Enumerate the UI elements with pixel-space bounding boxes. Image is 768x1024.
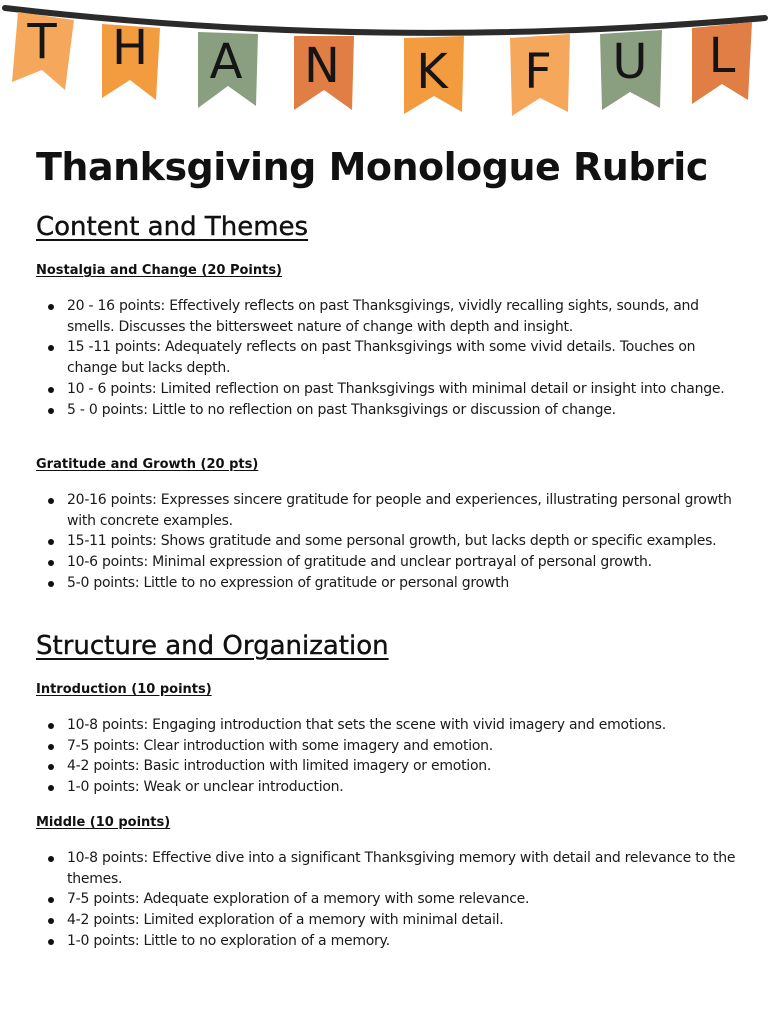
banner-letter: U	[612, 34, 648, 90]
criteria-item: 5-0 points: Little to no expression of gratitude or personal growth	[36, 573, 736, 594]
criteria-item: 7-5 points: Adequate exploration of a memory with some relevance.	[36, 889, 736, 910]
banner-flag-5	[404, 36, 464, 114]
criteria-list-gratitude	[36, 490, 736, 594]
banner-flag-6	[510, 34, 570, 116]
criteria-item: 4-2 points: Basic introduction with limited imagery or emotion.	[36, 756, 736, 777]
page-title: Thanksgiving Monologue Rubric	[36, 145, 708, 189]
banner-letter: A	[209, 34, 243, 90]
banner-letter: H	[111, 20, 149, 76]
banner-letter: N	[304, 38, 340, 94]
criteria-item: 10-8 points: Effective dive into a significant Thanksgiving memory with detail and relevance to the themes.	[36, 848, 736, 889]
thankful-banner	[0, 0, 768, 130]
banner-flag-1	[12, 12, 74, 90]
section-heading-content-and-themes: Content and Themes	[36, 212, 309, 242]
banner-letter: L	[708, 28, 736, 84]
banner-flag-2	[102, 20, 160, 100]
section-heading-structure-and-organization: Structure and Organization	[36, 631, 389, 661]
criteria-item: 15-11 points: Shows gratitude and some personal growth, but lacks depth or specific examples.	[36, 531, 736, 552]
banner-flag-4	[294, 36, 354, 110]
criteria-item: 15 -11 points: Adequately reflects on past Thanksgivings with some vivid details. Touches on change but lacks depth.	[36, 337, 736, 378]
criteria-item: 10 - 6 points: Limited reflection on past Thanksgivings with minimal detail or insight into change.	[36, 379, 736, 400]
banner-flag-3	[198, 32, 258, 108]
criteria-item: 20-16 points: Expresses sincere gratitude for people and experiences, illustrating personal growth with concrete examples.	[36, 490, 736, 531]
criteria-item: 10-6 points: Minimal expression of gratitude and unclear portrayal of personal growth.	[36, 552, 736, 573]
subheading-nostalgia-and-change: Nostalgia and Change (20 Points)	[36, 263, 283, 278]
subheading-introduction: Introduction (10 points)	[36, 682, 212, 697]
banner-letter: F	[524, 44, 552, 100]
criteria-list-nostalgia	[36, 296, 736, 420]
criteria-item: 20 - 16 points: Effectively reflects on past Thanksgivings, vividly recalling sights, sounds, and smells. Discusses the bittersweet nature of change with depth and insight.	[36, 296, 736, 337]
criteria-list-introduction	[36, 715, 736, 798]
banner-letter: K	[416, 44, 448, 100]
subheading-middle: Middle (10 points)	[36, 815, 171, 830]
criteria-item: 10-8 points: Engaging introduction that sets the scene with vivid imagery and emotions.	[36, 715, 736, 736]
criteria-item: 4-2 points: Limited exploration of a memory with minimal detail.	[36, 910, 736, 931]
banner-flag-8	[692, 22, 752, 104]
criteria-item: 5 - 0 points: Little to no reflection on past Thanksgivings or discussion of change.	[36, 400, 736, 421]
criteria-item: 7-5 points: Clear introduction with some imagery and emotion.	[36, 736, 736, 757]
banner-letter: T	[27, 14, 57, 70]
subheading-gratitude-and-growth: Gratitude and Growth (20 pts)	[36, 457, 259, 472]
criteria-item: 1-0 points: Little to no exploration of a memory.	[36, 931, 736, 952]
criteria-item: 1-0 points: Weak or unclear introduction.	[36, 777, 736, 798]
criteria-list-middle	[36, 848, 736, 952]
banner-flag-7	[600, 30, 662, 110]
